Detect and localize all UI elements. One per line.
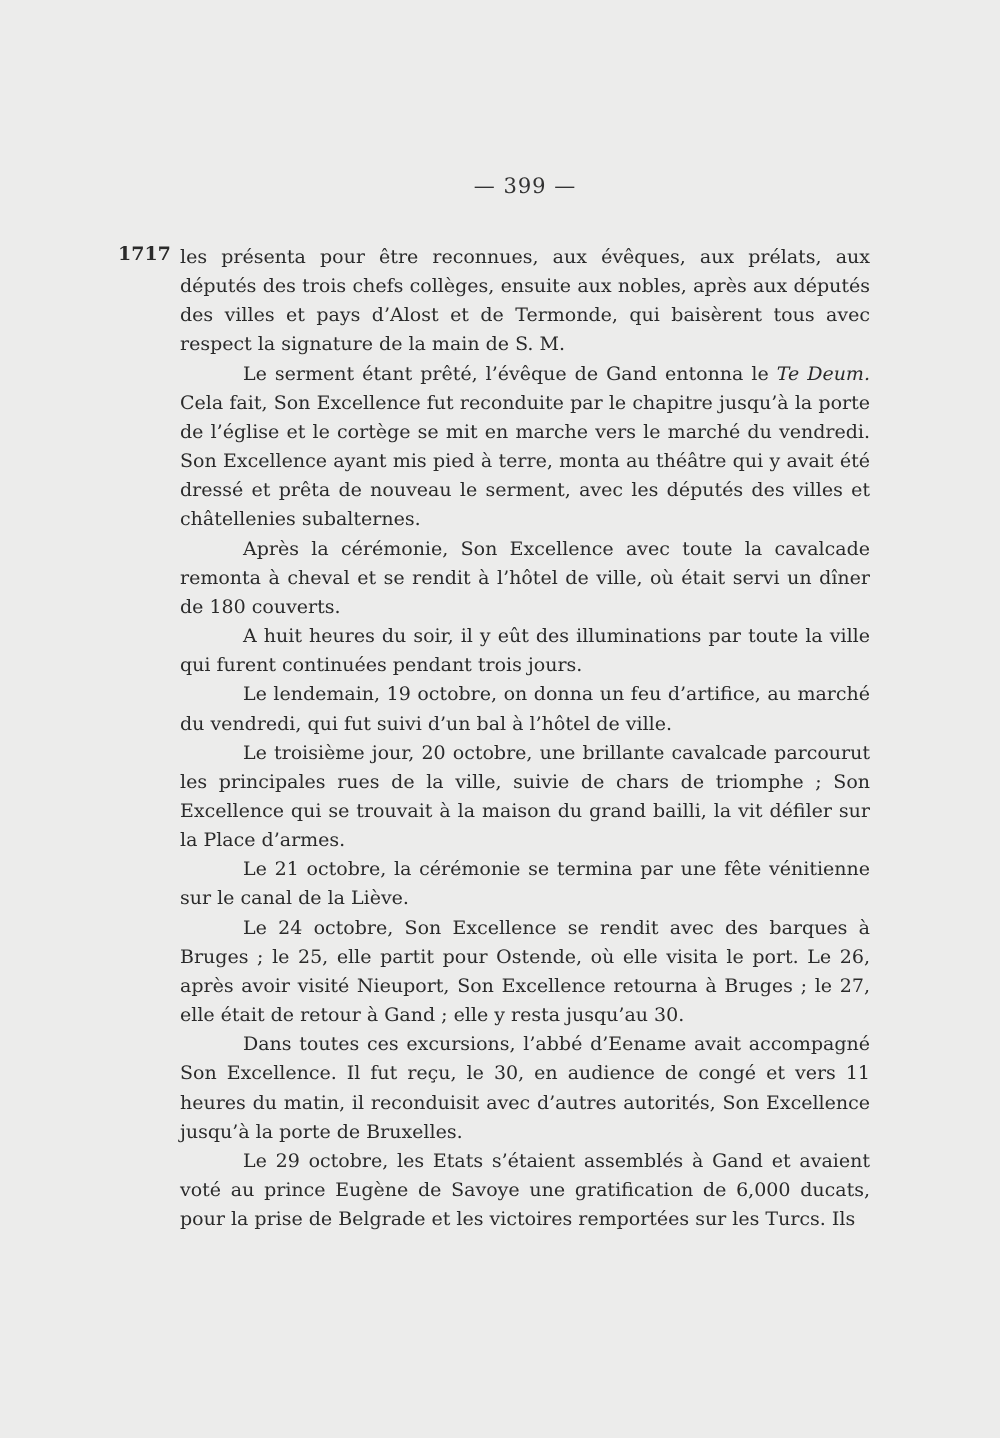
paragraph <box>180 1030 870 1147</box>
paragraph <box>180 622 870 680</box>
paragraph <box>180 680 870 738</box>
paragraph <box>180 360 870 535</box>
paragraph-text: les présenta pour être reconnues, aux évêques, aux prélats, aux députés des trois chefs collèges, ensuite aux nobles, après aux députés des villes et pays d’Alost et de Termonde, qui baisèrent tous avec respect la signature de la main de S. M. <box>180 246 870 356</box>
paragraph <box>180 914 870 1031</box>
paragraph-text: Le serment étant prêté, l’évêque de Gand entonna le <box>243 362 777 385</box>
paragraph-text: Le 29 octobre, les Etats s’étaient assemblés à Gand et avaient voté au prince Eugène de Savoye une gratification de 6,000 ducats, pour la prise de Belgrade et les victoires remportées sur les Turcs. Ils <box>180 1149 870 1231</box>
paragraph <box>180 1147 870 1234</box>
paragraph-text: Cela fait, Son Excellence fut reconduite par le chapitre jusqu’à la porte de l’église et le cortège se mit en marche vers le marché du vendredi. Son Excellence ayant mis pied à terre, monta au théâtre qui y avait été dressé et prêta de nouveau le serment, avec les députés des villes et châtellenies subalternes. <box>180 391 870 531</box>
paragraph <box>180 535 870 622</box>
page-number: — 399 — <box>473 174 577 198</box>
paragraph-text: Le troisième jour, 20 octobre, une brillante cavalcade parcourut les principales rues de la ville, suivie de chars de triomphe ; Son Excellence qui se trouvait à la maison du grand bailli, la vit défiler sur la Place d’armes. <box>180 741 870 852</box>
paragraph <box>180 855 870 913</box>
margin-year-note: 1717 <box>118 243 171 265</box>
paragraph-text: A huit heures du soir, il y eût des illuminations par toute la ville qui furent continuées pendant trois jours. <box>180 625 870 677</box>
paragraph <box>180 243 870 360</box>
body-text <box>180 243 870 1234</box>
paragraph <box>180 739 870 856</box>
paragraph-text: Après la cérémonie, Son Excellence avec toute la cavalcade remonta à cheval et se rendit à l’hôtel de ville, où était servi un dîner de 180 couverts. <box>180 537 870 618</box>
paragraph-text: Le 24 octobre, Son Excellence se rendit avec des barques à Bruges ; le 25, elle partit pour Ostende, où elle visita le port. Le 26, après avoir visité Nieuport, Son Excellence retourna à Bruges ; le 27, elle était de retour à Gand ; elle y resta jusqu’au 30. <box>180 916 870 1027</box>
paragraph-text: Le lendemain, 19 octobre, on donna un feu d’artifice, au marché du vendredi, qui fut suivi d’un bal à l’hôtel de ville. <box>180 683 870 735</box>
italic-title-text: Te Deum. <box>776 362 870 385</box>
paragraph-text: Dans toutes ces excursions, l’abbé d’Eename avait accompagné Son Excellence. Il fut reçu, le 30, en audience de congé et vers 11 heures du matin, il reconduisit avec d’autres autorités, Son Excellence jusqu’à la porte de Bruxelles. <box>180 1033 870 1143</box>
paragraph-text: Le 21 octobre, la cérémonie se termina par une fête vénitienne sur le canal de la Liève. <box>180 858 870 910</box>
